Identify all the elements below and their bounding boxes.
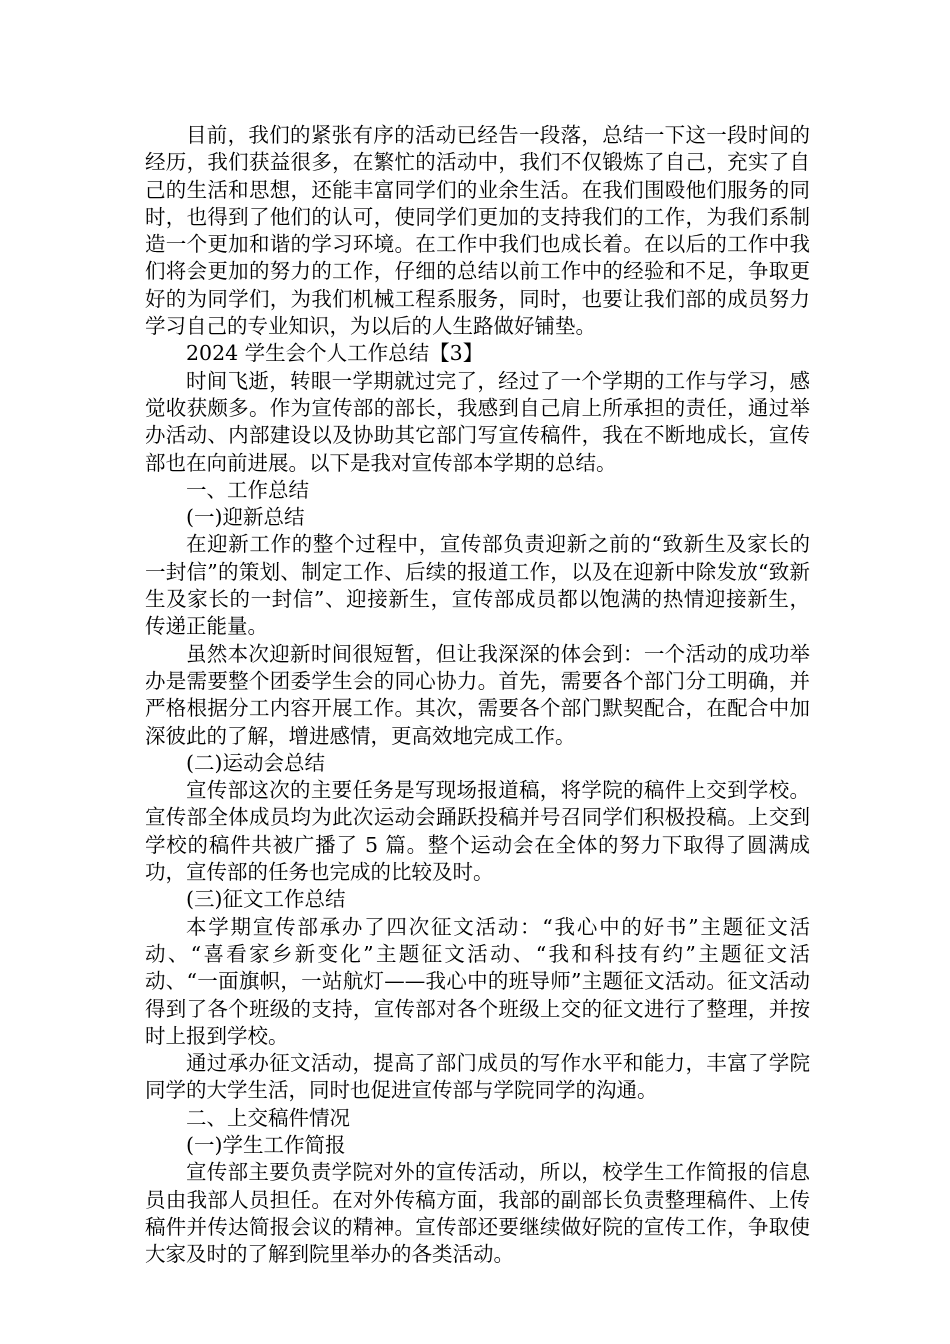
heading-submissions: 二、上交稿件情况 xyxy=(186,1105,350,1130)
paragraph-summary-closing: 目前，我们的紧张有序的活动已经告一段落，总结一下这一段时间的经历，我们获益很多，在繁忙的活动中，我们不仅锻炼了自己，充实了自己的生活和思想，还能丰富同学们的业余生活。在我们围殴他们服务的同时，也得到了他们的认可，使同学们更加的支持我们的工作，为我们系制造一个更加和谐的学习环境。在工作中我们也成长着。在以后的工作中我们将会更加的努力的工作，仔细的总结以前工作中的经验和不足，争取更好的为同学们，为我们机械工程系服务，同时，也要让我们部的成员努力学习自己的专业知识，为以后的人生路做好铺垫。 xyxy=(145,123,810,339)
subheading-sports-meet: (二)运动会总结 xyxy=(186,750,325,775)
document-page xyxy=(145,122,810,1268)
paragraph-student-bulletin: 宣传部主要负责学院对外的宣传活动，所以，校学生工作简报的信息员由我部人员担任。在对外传稿方面，我部的副部长负责整理稿件、上传稿件并传达简报会议的精神。宣传部还要继续做好院的宣传工作，争取使大家及时的了解到院里举办的各类活动。 xyxy=(145,1160,810,1267)
subheading-welcome-new: (一)迎新总结 xyxy=(186,505,305,530)
heading-work-summary: 一、工作总结 xyxy=(186,477,309,502)
paragraph-essay-contest-1: 本学期宣传部承办了四次征文活动：“我心中的好书”主题征文活动、“喜看家乡新变化”主题征文活动、“我和科技有约”主题征文活动、“一面旗帜，一站航灯——我心中的班导师”主题征文活动。征文活动得到了各个班级的支持，宣传部对各个班级上交的征文进行了整理，并按时上报到学校。 xyxy=(145,914,810,1048)
subheading-student-bulletin: (一)学生工作简报 xyxy=(186,1132,346,1157)
paragraph-welcome-new-2: 虽然本次迎新时间很短暂，但让我深深的体会到：一个活动的成功举办是需要整个团委学生会的同心协力。首先，需要各个部门分工明确，并严格根据分工内容开展工作。其次，需要各个部门默契配合，在配合中加深彼此的了解，增进感情，更高效地完成工作。 xyxy=(145,641,810,748)
paragraph-essay-contest-2: 通过承办征文活动，提高了部门成员的写作水平和能力，丰富了学院同学的大学生活，同时也促进宣传部与学院同学的沟通。 xyxy=(145,1051,810,1103)
section-title-report-3: 2024 学生会个人工作总结【3】 xyxy=(186,341,484,366)
paragraph-welcome-new-1: 在迎新工作的整个过程中，宣传部负责迎新之前的“致新生及家长的一封信”的策划、制定工作、后续的报道工作，以及在迎新中除发放“致新生及家长的一封信”、迎接新生，宣传部成员都以饱满的热情迎接新生，传递正能量。 xyxy=(145,532,810,639)
subheading-essay-contest: (三)征文工作总结 xyxy=(186,887,346,912)
paragraph-sports-meet: 宣传部这次的主要任务是写现场报道稿，将学院的稿件上交到学校。宣传部全体成员均为此次运动会踊跃投稿并号召同学们积极投稿。上交到学校的稿件共被广播了 5 篇。整个运动会在全体的努力下取得了圆满成功，宣传部的任务也完成的比较及时。 xyxy=(145,778,810,885)
paragraph-intro: 时间飞逝，转眼一学期就过完了，经过了一个学期的工作与学习，感觉收获颇多。作为宣传部的部长，我感到自己肩上所承担的责任，通过举办活动、内部建设以及协助其它部门写宣传稿件，我在不断地成长，宣传部也在向前进展。以下是我对宣传部本学期的总结。 xyxy=(145,368,810,475)
